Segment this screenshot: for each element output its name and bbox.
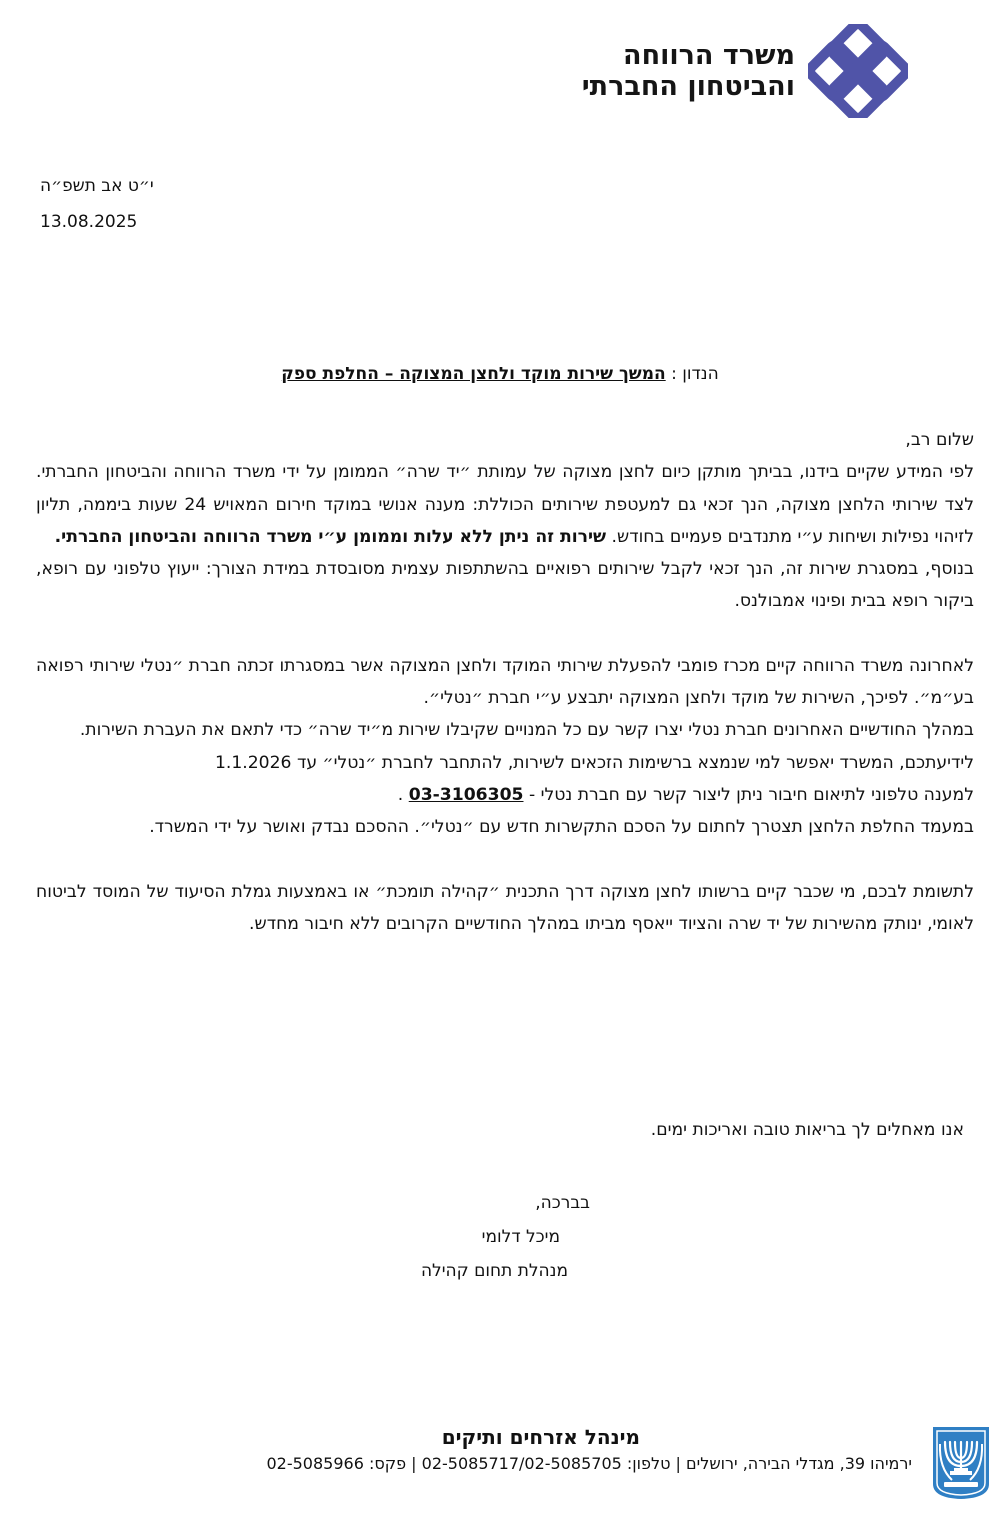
paragraph-5b-text: למענה טלפוני לתיאום חיבור ניתן ליצור קשר עם חברת נטלי - xyxy=(528,784,974,805)
signature-greeting: בברכה, xyxy=(535,1193,590,1213)
letter-dates xyxy=(40,168,154,240)
paragraph-1 xyxy=(36,456,974,553)
letter-subject xyxy=(0,364,1000,384)
state-emblem-icon xyxy=(930,1424,992,1501)
ministry-title-line2: והביטחון החברתי xyxy=(581,71,795,102)
paragraph-1-bold: שירות זה ניתן ללא עלות וממומן ע״י משרד הרווחה והביטחון החברתי. xyxy=(54,526,607,547)
paragraph-2: בנוסף, במסגרת שירות זה, הנך זכאי לקבל שירותים רפואיים בהשתתפות עצמית מסובסדת במידת הצורך: ייעוץ טלפוני עם רופא, ביקור רופא בבית ופינוי אמבולנס. xyxy=(36,559,974,612)
paragraph-5b xyxy=(36,779,974,811)
signature-title: מנהלת תחום קהילה xyxy=(420,1261,568,1281)
ministry-logo-icon xyxy=(808,24,908,118)
paragraph-6: במעמד החלפת הלחצן תצטרך לחתום על הסכם התקשרות חדש עם ״נטלי״. ההסכם נבדק ואושר על ידי המשרד. xyxy=(149,817,974,838)
hebrew-date: י״ט אב תשפ״ה xyxy=(40,176,154,196)
footer xyxy=(266,1424,912,1476)
paragraph-5a: לידיעתכם, המשרד יאפשר למי שנמצא ברשימות הזכאים לשירות, להתחבר לחברת ״נטלי״ עד 1.1.2026 xyxy=(214,752,974,773)
subject-prefix: הנדון : xyxy=(671,364,719,384)
paragraph-3: לאחרונה משרד הרווחה קיים מכרז פומבי להפעלת שירותי המוקד ולחצן המצוקה אשר במסגרתו זכתה חברת ״נטלי שירותי רפואה בע״מ״. לפיכך, השירות של מוקד ולחצן המצוקה יתבצע ע״י חברת ״נטלי״. xyxy=(36,655,974,709)
gregorian-date: 13.08.2025 xyxy=(40,212,138,232)
paragraph-1-text: לפי המידע שקיים בידנו, בביתך מותקן כיום לחצן מצוקה של עמותת ״יד שרה״ הממומן על ידי משרד הרווחה והביטחון החברתי. לצד שירותי הלחצן מצוקה, הנך זכאי גם למעטפת שירותים הכוללת: מענה אנושי במוקד חירום המאויש 24 שעות ביממה, תליון לזיהוי נפילות ושיחות ע״י מתנדבים פעמיים בחודש. xyxy=(36,462,974,547)
footer-department: מינהל אזרחים ותיקים xyxy=(441,1425,640,1449)
ministry-title xyxy=(582,40,795,102)
subject-text: המשך שירות מוקד ולחצן המצוקה – החלפת ספק xyxy=(281,364,666,384)
signature-name: מיכל דלומי xyxy=(481,1227,560,1247)
paragraph-5b-end: . xyxy=(397,784,404,805)
letter-body xyxy=(36,424,974,940)
signature-block xyxy=(380,1186,590,1288)
footer-address: ירמיהו 39, מגדלי הבירה, ירושלים | טלפון: 02-5085717/02-5085705 | פקס: 02-5085966 xyxy=(266,1454,912,1473)
natali-phone-number: 03-3106305 xyxy=(408,784,524,805)
paragraph-7: לתשומת לבכם, מי שכבר קיים ברשותו לחצן מצוקה דרך התכנית ״קהילה תומכת״ או באמצעות גמלת הסיעוד של המוסד לביטוח לאומי, ינותק מהשירות של יד שרה והציוד ייאסף מביתו במהלך החודשיים הקרובים ללא חיבור מחדש. xyxy=(36,881,974,934)
paragraph-4: במהלך החודשיים האחרונים חברת נטלי יצרו קשר עם כל המנויים שקיבלו שירות מ״יד שרה״ כדי לתאם את העברת השירות. xyxy=(79,720,974,741)
closing-line: אנו מאחלים לך בריאות טובה ואריכות ימים. xyxy=(650,1120,964,1140)
greeting: שלום רב, xyxy=(905,430,974,450)
ministry-title-line1: משרד הרווחה xyxy=(623,40,795,71)
